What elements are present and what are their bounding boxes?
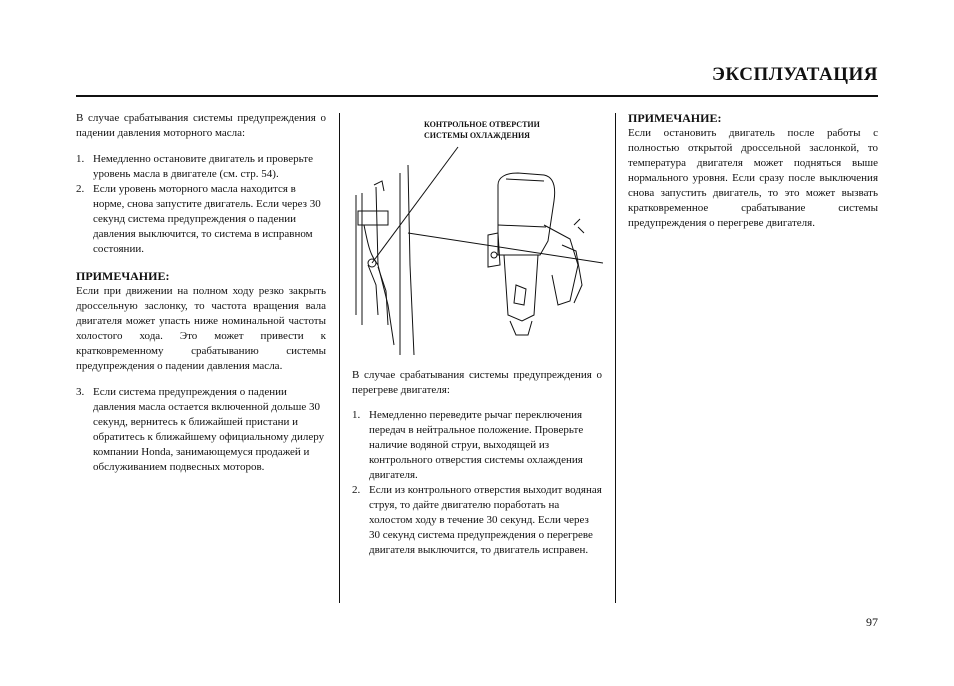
callout-line: СИСТЕМЫ ОХЛАЖДЕНИЯ xyxy=(424,131,530,140)
overheat-warning-steps xyxy=(352,408,602,558)
step-text: Если уровень моторного масла находится в норме, снова запустите двигатель. Если через 30 секунд система предупреждения о падении давления выключится, то система в исправном состоянии. xyxy=(93,183,321,255)
column-divider-right xyxy=(615,113,616,603)
list-item xyxy=(76,182,326,257)
list-item xyxy=(352,483,602,558)
oil-warning-steps xyxy=(76,152,326,257)
step-text: Немедленно переведите рычаг переключения передач в нейтральное положение. Проверьте наличие водяной струи, выходящей из контрольного отверстия системы охлаждения двигателя. xyxy=(369,409,584,481)
note-text: Если остановить двигатель после работы с полностью открытой дроссельной заслонкой, то температура двигателя может подняться выше нормального уровня. Если сразу после выключения снова запустить двигатель, то это может вызвать кратковременное срабатывание системы предупреждения о перегреве двигателя. xyxy=(628,127,878,229)
step-number: 2. xyxy=(352,484,361,496)
page-number: 97 xyxy=(866,615,878,629)
step-number: 1. xyxy=(352,409,361,421)
outboard-motor-illustration xyxy=(348,115,603,355)
step-number: 3. xyxy=(76,386,85,398)
step-text: Если система предупреждения о падении давления масла остается включенной дольше 30 секунд, вернитесь к ближайшей пристани и обратитесь к ближайшему официальному дилеру компании Honda, занимающемуся продажей и обслуживанием подвесных моторов. xyxy=(93,386,325,473)
page-title: ЭКСПЛУАТАЦИЯ xyxy=(712,64,878,85)
list-item xyxy=(76,385,326,475)
oil-warning-steps-continued xyxy=(76,385,326,475)
step-number: 1. xyxy=(76,153,85,165)
column-divider-left xyxy=(339,113,340,603)
list-item xyxy=(352,408,602,483)
step-text: Если из контрольного отверстия выходит водяная струя, то дайте двигателю поработать на холостом ходу в течение 30 секунд. Если через 30 секунд система предупреждения о перегреве двигателя выключится, то двигатель исправен. xyxy=(369,484,602,556)
step-text: Немедленно остановите двигатель и проверьте уровень масла в двигателе (см. стр. 54). xyxy=(93,153,313,180)
step-number: 2. xyxy=(76,183,85,195)
list-item xyxy=(76,152,326,182)
left-column xyxy=(76,111,326,475)
overheat-warning-intro: В случае срабатывания системы предупреждения о перегреве двигателя: xyxy=(352,369,602,396)
right-column xyxy=(628,111,878,231)
note-title: ПРИМЕЧАНИЕ: xyxy=(628,111,722,125)
note-title: ПРИМЕЧАНИЕ: xyxy=(76,269,170,283)
note-text: Если при движении на полном ходу резко закрыть дроссельную заслонку, то частота вращения вала двигателя может упасть ниже номинальной частоты холостого хода. Это может привести к кратковременному срабатыванию системы предупреждения о падении давления масла. xyxy=(76,285,326,372)
middle-column xyxy=(352,368,602,558)
oil-warning-intro: В случае срабатывания системы предупреждения о падении давления моторного масла: xyxy=(76,112,326,139)
cooling-hole-callout xyxy=(424,119,540,141)
header-rule xyxy=(76,95,878,97)
callout-line: КОНТРОЛЬНОЕ ОТВЕРСТИИ xyxy=(424,120,540,129)
